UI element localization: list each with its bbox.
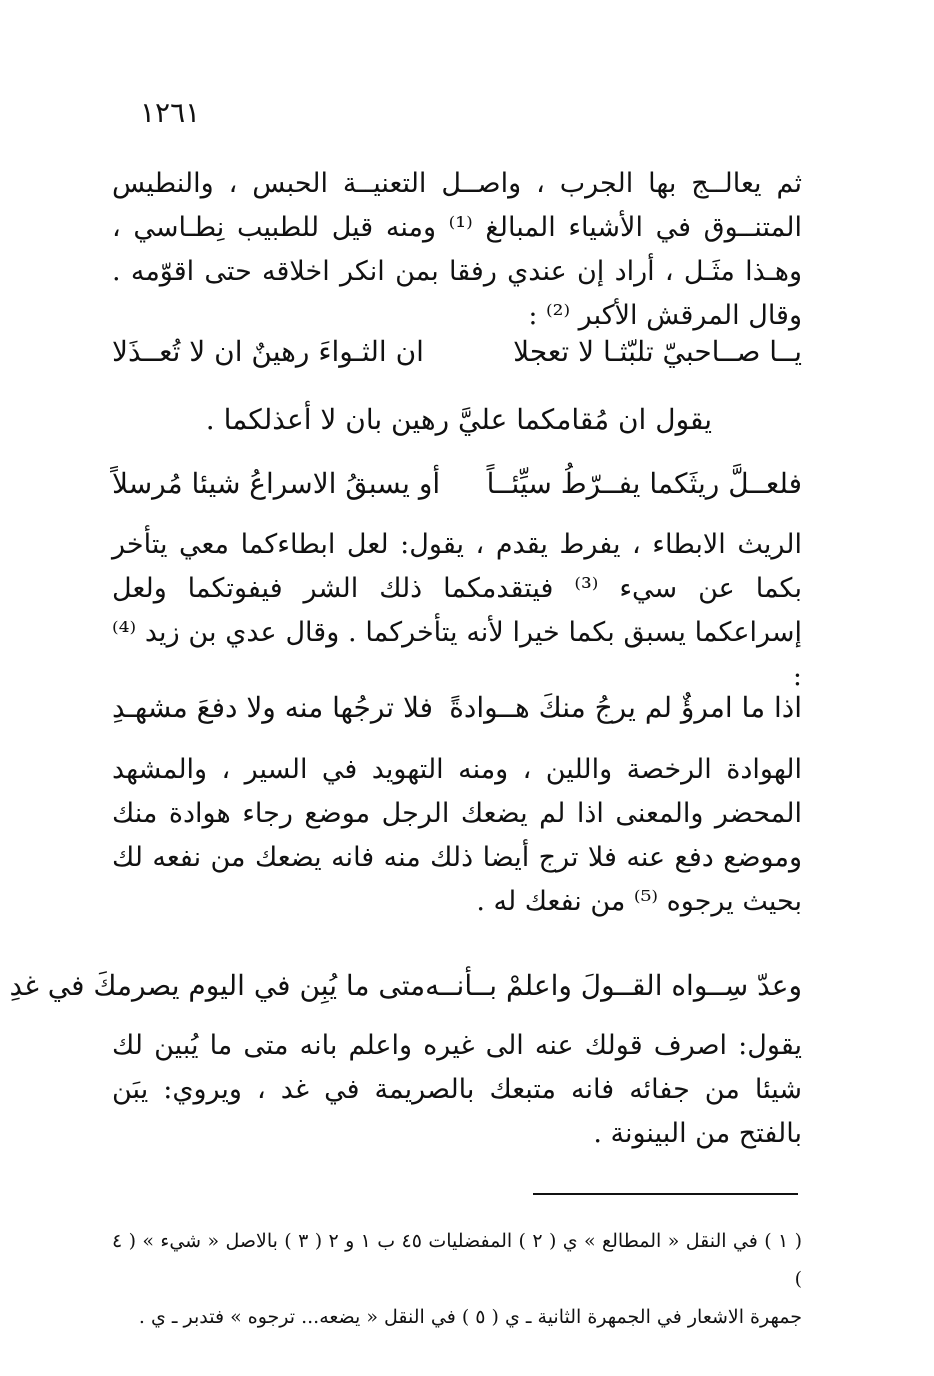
footnote-divider	[533, 1193, 798, 1195]
verse-2	[112, 462, 802, 506]
verse-4-first-hemistich: وعدّ سِــواه القــولَ واعلمْ بــأنــه	[425, 969, 802, 1002]
footnotes	[112, 1222, 802, 1336]
verse-3-second-hemistich: فلا ترجُها منه ولا دفعَ مشهـدِ	[112, 691, 434, 724]
verse-1	[112, 330, 802, 374]
verse-3	[112, 686, 802, 730]
verse-1-commentary: يقول ان مُقامكما عليَّ رهين بان لا أعذلكما .	[205, 403, 712, 436]
footnote-line-2: جمهرة الاشعار في الجمهرة الثانية ـ ي ( ٥ ) في النقل « يضعه... ترجوه » فتدبر ـ ي .	[138, 1306, 802, 1328]
page-number: ١٢٦١	[140, 96, 201, 129]
paragraph-3: الهوادة الرخصة واللين ، ومنه التهويد في السير ، والمشهد المحضر والمعنى اذا لم يضعك الرجل موضع رجاء هوادة منك وموضع دفع عنه فلا ترج أيضا ذلك منه فانه يضعك من نفعه لك بحيث يرجوه ⁽⁵⁾ من نفعك له .	[112, 754, 802, 917]
verse-3-first-hemistich: اذا ما امرؤٌ لم يرجُ منكَ هــوادةً	[449, 691, 802, 724]
verse-2-first-hemistich: فلعــلَّ ريثَكما يفــرّطُ سيِّئــاً	[486, 467, 802, 500]
verse-1-second-hemistich: ان الثـواءَ رهينٌ ان لا تُعــذَلا	[112, 335, 424, 368]
paragraph-4: يقول: اصرف قولك عنه الى غيره واعلم بانه متى ما يُبين لك شيئا من جفائه فانه متبعك بالصريمة في غد ، ويروي: يبَن بالفتح من البينونة .	[112, 1030, 802, 1149]
verse-1-first-hemistich: يــا صــاحبيّ تلبّثـا لا تعجلا	[513, 335, 802, 368]
verse-2-second-hemistich: أو يسبقُ الاسراعُ شيئا مُرسلاً	[112, 467, 441, 500]
paragraph-1: ثم يعالــج بها الجرب ، واصــل التعنيــة الحبس ، والنطيس المتنــوق في الأشياء المبالغ ⁽¹⁾ ومنه قيل للطبيب نِطـاسي ، وهـذا مثَـل ، أراد إن عندي رفقا بمن انكر اخلاقه حتى اقوّمه . وقال المرقش الأكبر ⁽²⁾ :	[112, 168, 803, 331]
verse-4-second-hemistich: متى ما يُبِن في اليوم يصرمكَ في غدِ	[9, 969, 426, 1002]
footnote-line-1: ( ١ ) في النقل « المطالع » ي ( ٢ ) المفضليات ٤٥ ب ١ و ٢ ( ٣ ) بالاصل « شيء » ( ٤ )	[112, 1230, 803, 1290]
verse-4	[9, 964, 802, 1008]
paragraph-2: الريث الابطاء ، يفرط يقدم ، يقول: لعل ابطاءكما معي يتأخر بكما عن سيء ⁽³⁾ فيتقدمكما ذلك الشر فيفوتكما ولعل إسراعكما يسبق بكما خيرا لأنه يتأخركما . وقال عدي بن زيد ⁽⁴⁾ :	[112, 529, 802, 692]
